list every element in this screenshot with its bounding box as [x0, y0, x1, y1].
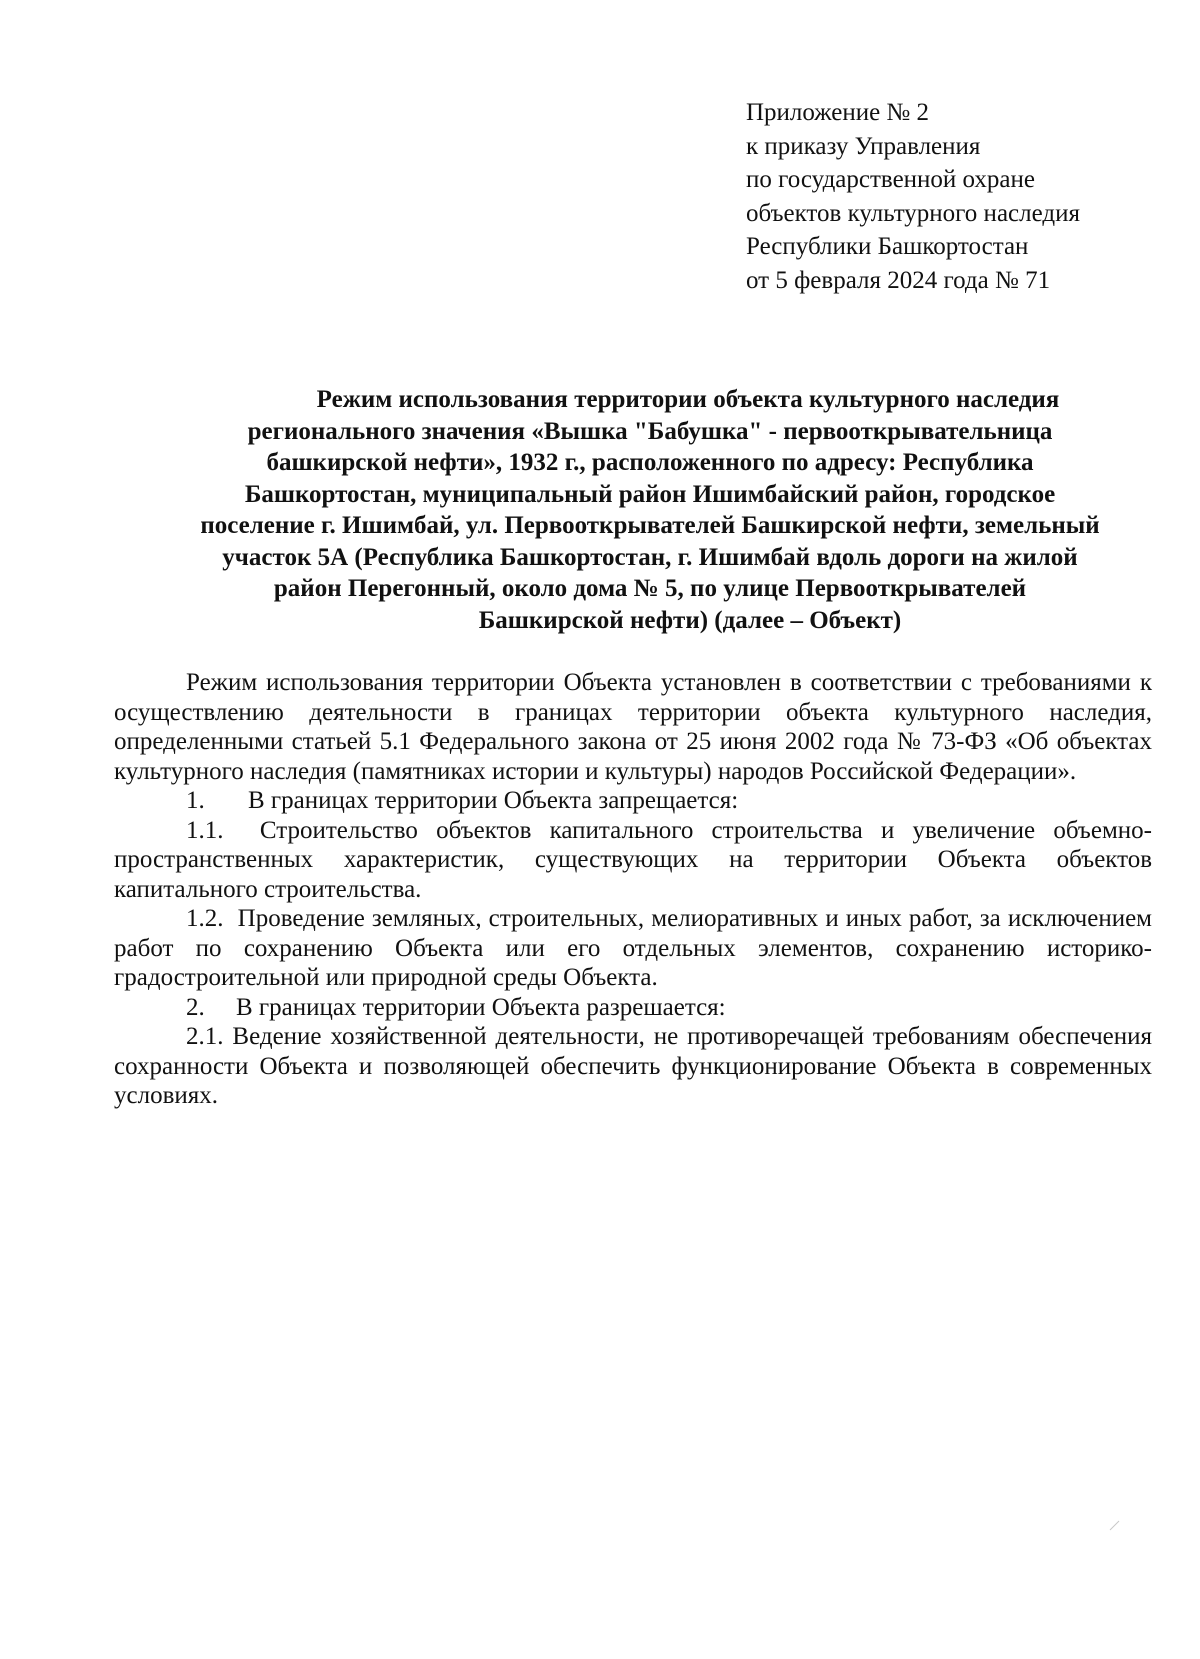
appendix-line: Приложение № 2 — [746, 99, 930, 126]
scan-speck — [1108, 1518, 1122, 1532]
section-text: В границах территории Объекта разрешается: — [236, 993, 726, 1021]
section-number: 2. — [186, 993, 205, 1021]
document-body — [114, 668, 1152, 1111]
section-2-heading — [114, 993, 1152, 1023]
title-line: район Перегонный, около дома № 5, по улице Первооткрывателей — [273, 575, 1027, 602]
title-line: Башкортостан, муниципальный район Ишимбайский район, городское — [244, 480, 1056, 508]
title-line: башкирской нефти», 1932 г., расположенного по адресу: Республика — [266, 449, 1034, 476]
intro-paragraph: Режим использования территории Объекта установлен в соответствии с требованиями к осуществлению деятельности в границах территории объекта культурного наследия, определенными статьей 5.1 Федерального закона от 25 июня 2002 года № 73-ФЗ «Об объектах культурного наследия (памятниках истории и культуры) народов Российской Федерации». — [114, 669, 1152, 785]
appendix-line: от 5 февраля 2024 года № 71 — [746, 266, 1051, 294]
item-text: Проведение земляных, строительных, мелиоративных и иных работ, за исключением работ по сохранению Объекта или его отдельных элементов, сохранению историко-градостроительной или природной среды Объекта. — [114, 905, 1152, 991]
item-number: 2.1. — [186, 1023, 224, 1050]
appendix-header — [746, 96, 1166, 297]
appendix-line: к приказу Управления — [746, 132, 981, 160]
title-line: Режим использования территории объекта культурного наследия — [316, 386, 1060, 413]
item-2-1 — [114, 1022, 1152, 1111]
title-line: регионального значения «Вышка "Бабушка" - первооткрывательница — [247, 417, 1053, 445]
appendix-line: объектов культурного наследия — [746, 199, 1080, 227]
title-line: поселение г. Ишимбай, ул. Первооткрывателей Башкирской нефти, земельный — [200, 512, 1100, 539]
item-text: Строительство объектов капитального строительства и увеличение объемно-пространственных характеристик, существующих на территории Объекта объектов капитального строительства. — [114, 816, 1152, 903]
item-1-2 — [114, 904, 1152, 993]
item-1-1 — [114, 816, 1152, 905]
section-number: 1. — [186, 787, 205, 814]
title-line: участок 5А (Республика Башкортостан, г. Ишимбай вдоль дороги на жилой — [222, 543, 1078, 571]
item-text: Ведение хозяйственной деятельности, не противоречащей требованиям обеспечения сохранности Объекта и позволяющей обеспечить функционирование Объекта в современных условиях. — [114, 1023, 1153, 1109]
document-title — [150, 384, 1150, 636]
title-line: Башкирской нефти) (далее – Объект) — [478, 606, 902, 634]
appendix-line: по государственной охране — [746, 166, 1036, 193]
item-number: 1.1. — [186, 816, 224, 844]
section-1-heading — [114, 786, 1152, 816]
section-text: В границах территории Объекта запрещается: — [248, 787, 739, 814]
appendix-line: Республики Башкортостан — [746, 233, 1029, 260]
item-number: 1.2. — [186, 905, 224, 932]
